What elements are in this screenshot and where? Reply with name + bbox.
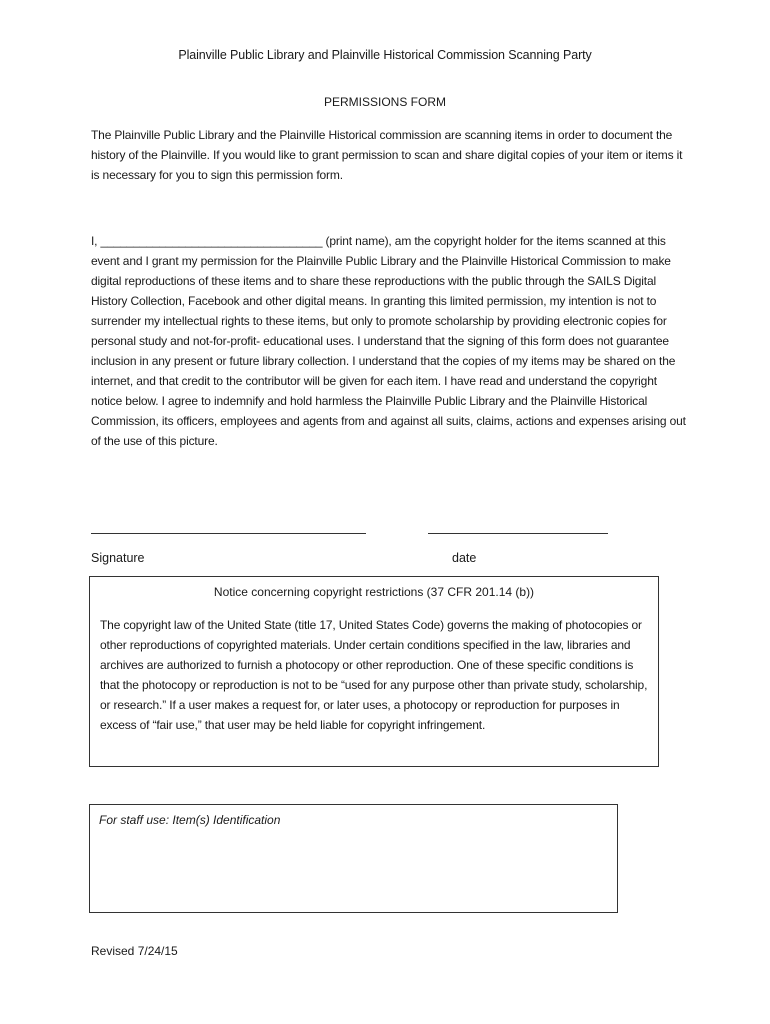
intro-paragraph: The Plainville Public Library and the Plainville Historical commission are scanning items in order to document the history of the Plainville. If you would like to grant permission to scan and share digital copies of your item or items it is necessary for you to sign this permission form.: [91, 128, 683, 182]
notice-body: The copyright law of the United State (title 17, United States Code) governs the making of photocopies or other reproductions of copyrighted materials. Under certain conditions specified in the law, libraries and archives are authorized to furnish a photocopy or other reproduction. One of these specific conditions is that the photocopy or reproduction is not to be “used for any purpose other than private study, scholarship, or research.” If a user makes a request for, or later uses, a photocopy or reproduction for purposes in excess of “fair use,” that user may be held liable for copyright infringement.: [100, 618, 648, 732]
staff-use-box[interactable]: [89, 804, 618, 913]
signature-line[interactable]: [91, 533, 366, 534]
notice-title: Notice concerning copyright restrictions (37 CFR 201.14 (b)): [213, 585, 535, 599]
consent-paragraph: I, __________________________________ (print name), am the copyright holder for the items scanned at this event and I grant my permission for the Plainville Public Library and the Plainville Historical Commission to make digital reproductions of these items and to share these reproductions with the public through the SAILS Digital History Collection, Facebook and other digital means. In granting this limited permission, my intention is not to surrender my intellectual rights to these items, but only to promote scholarship by providing electronic copies for personal study and not-for-profit- educational uses. I understand that the signing of this form does not guarantee inclusion in any present or future library collection. I understand that the copies of my items may be shared on the internet, and that credit to the contributor will be given for each item. I have read and understand the copyright notice below. I agree to indemnify and hold harmless the Plainville Public Library and the Plainville Historical Commission, its officers, employees and agents from and against all suits, claims, actions and expenses arising out of the use of this picture.: [91, 234, 686, 448]
copyright-notice-box: [89, 576, 659, 767]
staff-use-label: For staff use: Item(s) Identification: [99, 813, 281, 827]
date-line[interactable]: [428, 533, 608, 534]
form-title: PERMISSIONS FORM: [323, 95, 446, 109]
revised-date: Revised 7/24/15: [91, 944, 178, 958]
header-title: Plainville Public Library and Plainville Historical Commission Scanning Party: [178, 48, 592, 62]
signature-label: Signature: [91, 551, 145, 565]
date-label: date: [452, 551, 477, 565]
